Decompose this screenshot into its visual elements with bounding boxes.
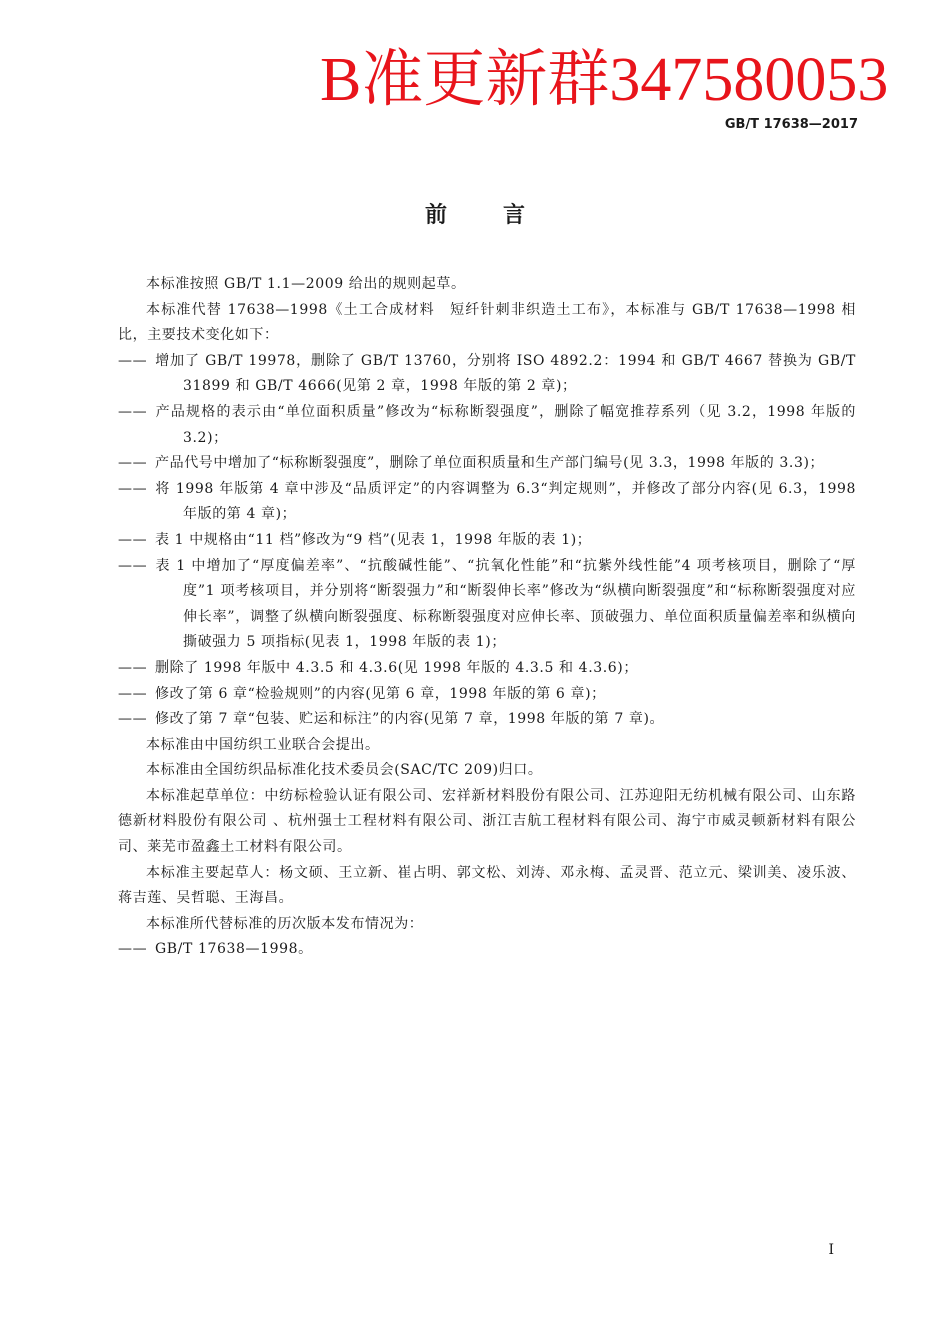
paragraph-drafting-units: 本标准起草单位：中纺标检验认证有限公司、宏祥新材料股份有限公司、江苏迎阳无纺机械有限公司、山东路德新材料股份有限公司 、杭州强士工程材料有限公司、浙江吉航工程材料有限公司、海宁市威灵顿新材料有限公司、莱芜市盈鑫土工材料有限公司。 <box>118 787 856 856</box>
paragraph-administrator: 本标准由全国纺织品标准化技术委员会(SAC/TC 209)归口。 <box>146 762 543 779</box>
dash-marker: —— <box>118 941 148 958</box>
change-item-text: 修改了第 7 章“包装、贮运和标注”的内容(见第 7 章，1998 年版的第 7 章)。 <box>155 711 665 728</box>
change-item <box>118 528 856 554</box>
watermark-text: B准更新群347580053 <box>320 46 889 114</box>
document-body <box>118 272 856 963</box>
change-item-text: 产品规格的表示由“单位面积质量”修改为“标称断裂强度”，删除了幅宽推荐系列（见 3.2，1998 年版的 3.2)； <box>155 403 856 446</box>
paragraph-drafters: 本标准主要起草人：杨文硕、王立新、崔占明、郭文松、刘涛、邓永梅、孟灵晋、范立元、梁训美、凌乐波、蒋吉莲、吴哲聪、王海昌。 <box>118 864 856 907</box>
dash-marker: —— <box>118 685 148 702</box>
change-item-text: 产品代号中增加了“标称断裂强度”，删除了单位面积质量和生产部门编号(见 3.3，1998 年版的 3.3)； <box>155 455 825 472</box>
change-item <box>118 682 856 708</box>
change-item-text: 将 1998 年版第 4 章中涉及“品质评定”的内容调整为 6.3“判定规则”，并修改了部分内容(见 6.3，1998 年版的第 4 章)； <box>155 480 856 523</box>
page-title: 前言 <box>424 203 581 228</box>
change-item <box>118 554 856 656</box>
paragraph-proposer: 本标准由中国纺织工业联合会提出。 <box>146 736 380 753</box>
change-item-text: 表 1 中规格由“11 档”修改为“9 档”(见表 1，1998 年版的表 1)； <box>155 531 592 548</box>
paragraph-previous-editions: 本标准所代替标准的历次版本发布情况为： <box>146 915 424 932</box>
dash-marker: —— <box>118 711 148 728</box>
paragraph-drafting-rules: 本标准按照 GB/T 1.1—2009 给出的规则起草。 <box>146 276 466 292</box>
standard-number: GB/T 17638—2017 <box>724 117 858 132</box>
dash-marker: —— <box>118 557 148 574</box>
change-item <box>118 400 856 451</box>
previous-edition-item <box>118 937 856 963</box>
change-item <box>118 349 856 400</box>
dash-marker: —— <box>118 352 148 369</box>
dash-marker: —— <box>118 455 148 472</box>
change-item <box>118 451 856 477</box>
dash-marker: —— <box>118 659 148 676</box>
dash-marker: —— <box>118 480 148 497</box>
change-item-text: 表 1 中增加了“厚度偏差率”、“抗酸碱性能”、“抗氧化性能”和“抗紫外线性能”4 项考核项目，删除了“厚度”1 项考核项目，并分别将“断裂强力”和“断裂伸长率”修改为“纵横向断裂强度”和“标称断裂强度对应伸长率”，调整了纵横向断裂强度、标称断裂强度对应伸长率、顶破强力、单位面积质量偏差率和纵横向撕破强力 5 项指标(见表 1，1998 年版的表 1)； <box>155 557 856 651</box>
previous-edition-text: GB/T 17638—1998。 <box>155 941 313 958</box>
dash-marker: —— <box>118 403 148 420</box>
change-item-text: 增加了 GB/T 19978，删除了 GB/T 13760，分别将 ISO 4892.2：1994 和 GB/T 4667 替换为 GB/T 31899 和 GB/T 4666(见第 2 章，1998 年版的第 2 章)； <box>155 352 856 395</box>
page-number: I <box>828 1242 834 1258</box>
paragraph-replacement: 本标准代替 17638—1998《土工合成材料 短纤针刺非织造土工布》，本标准与 GB/T 17638—1998 相比，主要技术变化如下： <box>118 301 856 344</box>
dash-marker: —— <box>118 531 148 548</box>
change-item <box>118 477 856 528</box>
change-item <box>118 707 856 733</box>
change-item <box>118 656 856 682</box>
change-item-text: 删除了 1998 年版中 4.3.5 和 4.3.6(见 1998 年版的 4.3.5 和 4.3.6)； <box>155 659 638 676</box>
change-item-text: 修改了第 6 章“检验规则”的内容(见第 6 章，1998 年版的第 6 章)； <box>155 685 606 702</box>
